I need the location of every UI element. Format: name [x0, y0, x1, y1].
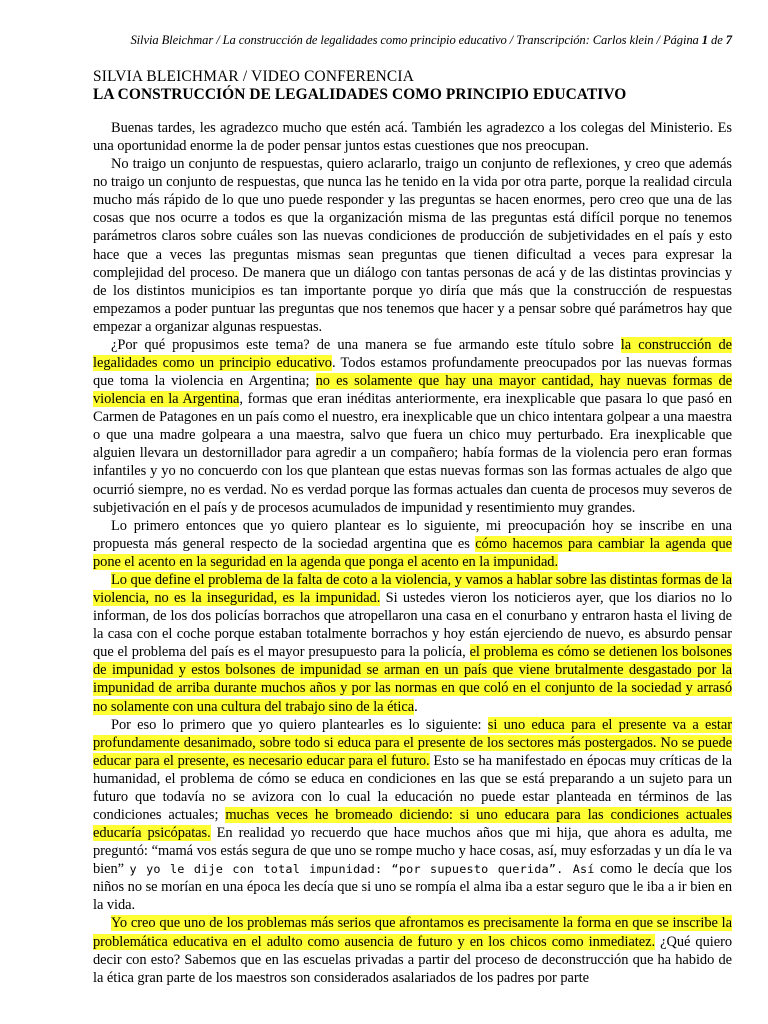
paragraph-text: Por eso lo primero que yo quiero plantearles es lo siguiente: — [111, 716, 488, 733]
paragraph-text: ¿Por qué propusimos este tema? de una manera se fue armando este título sobre — [111, 336, 621, 353]
paragraph-text: . — [414, 698, 418, 715]
header-text: Silvia Bleichmar / La construcción de legalidades como principio educativo / Transcripción: Carlos klein / Página — [130, 33, 702, 47]
document-body — [93, 119, 732, 987]
highlighted-text: cómo hacemos para cambiar la agenda que pone el acento en la seguridad en la agenda que ponga el acento en la impunidad. — [93, 535, 732, 570]
paragraph-text: como le decía que los niños no se morían en una época les decía que si uno se rompía el alma iba a estar seguro que le iba a ir bien en la vida. — [93, 861, 733, 914]
paragraph-6 — [93, 716, 732, 915]
paragraph-text: Esto se ha manifestado en épocas muy críticas de la humanidad, el problema de cómo se educa en condiciones en las que se está preparando a un sujeto para un futuro que todavía no se avizora con lo cual la educación no puede estar planteada en términos de las condiciones actuales; — [93, 752, 732, 823]
running-header — [40, 33, 732, 48]
highlighted-text: si uno educa para el presente va a estar profundamente desanimado, sobre todo si educa para el presente de los sectores más postergados. No se puede educar para el presente, es necesario educar para el futuro. — [93, 716, 732, 769]
highlighted-text: muchas veces he bromeado diciendo: si uno educara para las condiciones actuales educaría psicópatas. — [93, 806, 732, 842]
paragraph-text: ¿Qué quiero decir con esto? Sabemos que en las escuelas privadas a partir del proceso de deconstrucción que ha habido de la ética gran parte de los maestros son considerados asalariados de los padres por parte — [93, 933, 732, 986]
paragraph-text: No traigo un conjunto de respuestas, quiero aclararlo, traigo un conjunto de reflexiones, y creo que además no traigo un conjunto de respuestas, que nunca las he tenido en la vida por otra parte, porque la realidad circula mucho más rápido de lo que uno puede responder y las preguntas se hacen enormes, pero creo que una de las cosas que nos ocurre a todos es que la organización misma de las preguntas está difícil porque no tenemos parámetros claros sobre cuáles son las nuevas condiciones de producción de subjetividades en el país y esto hace que a veces las preguntas mismas sean preguntas que tienen dificultad a veces para expresar la complejidad del proceso. De manera que un diálogo con tantas personas de acá y de las distintas provincias y de los distintos municipios es tan importante porque yo diría que más que la construcción de respuestas empezamos a poder puntuar las preguntas que nos tenemos que hacer y a pensar sobre qué parámetros hay que empezar a organizar algunas respuestas. — [93, 156, 732, 335]
document-author-line: SILVIA BLEICHMAR / VIDEO CONFERENCIA — [93, 68, 415, 85]
paragraph-5 — [93, 571, 732, 716]
paragraph-3 — [93, 336, 732, 517]
header-page-total: 7 — [725, 33, 732, 47]
paragraph-text: Buenas tardes, les agradezco mucho que estén acá. También les agradezco a los colegas del Ministerio. Es una oportunidad enorme la de poder pensar juntos estas cuestiones que nos preocupan. — [93, 120, 732, 155]
header-page-current: 1 — [701, 33, 708, 47]
paragraph-7 — [93, 914, 732, 986]
highlighted-text: no es solamente que hay una mayor cantidad, hay nuevas formas de violencia en la Argentina — [93, 373, 732, 408]
paragraph-text: En realidad yo recuerdo que hace muchos años que mi hija, que ahora es adulta, me preguntó: “mamá vos estás segura de que uno se rompe mucho y hace cosas, así, muy esforzadas y un día le va bien” — [93, 825, 732, 878]
paragraph-text: . Todos estamos profundamente preocupados por las nuevas formas que toma la violencia en Argentina; — [93, 355, 732, 390]
paragraph-4 — [93, 517, 732, 571]
highlighted-text: Yo creo que uno de los problemas más serios que afrontamos es precisamente la forma en que se inscribe la problemática educativa en el adulto como ausencia de futuro y en los chicos como inmediatez. — [93, 915, 732, 950]
paragraph-1 — [93, 119, 732, 155]
header-page-separator: de — [708, 33, 726, 47]
paragraph-text: , formas que eran inéditas anteriormente, era inexplicable que pasara lo que pasó en Carmen de Patagones en un país como el nuestro, era inexplicable que un chico intentara golpear a una maestra o que una madre golpeara a una maestra, salvo que fuera un chico muy perturbado. Era inexplicable que alguien llevara un destornillador para agredir a un compañero; había formas de la violencia pero eran formas infantiles y yo no concuerdo con los que plantean que estas nuevas formas son las formas actuales de algo que ocurrió siempre, no es verdad. No es verdad porque las formas actuales dan cuenta de procesos muy severos de subjetivación en el país y de procesos acumulados de impunidad y resentimiento muy grandes. — [93, 391, 732, 516]
paragraph-2 — [93, 155, 732, 336]
highlighted-text: la construcción de legalidades como un principio educativo — [93, 336, 732, 372]
paragraph-text: Lo primero entonces que yo quiero plantear es lo siguiente, mi preocupación hoy se inscribe en una propuesta más general respecto de la sociedad argentina que es — [93, 517, 732, 552]
typewriter-text: y yo le dije con total impunidad: “por supuesto querida”. Así — [129, 862, 595, 877]
paragraph-text: Si ustedes vieron los noticieros ayer, que los diarios no lo informan, de los dos policías borrachos que atropellaron una casa en el conurbano y entraron hasta el living de la casa con el coche porque estaban totalmente borrachos y hoy están ejerciendo de nuevo, es absurdo pensar que el problema del país es el mayor presupuesto para la policía, — [93, 590, 732, 661]
highlighted-text: Lo que define el problema de la falta de coto a la violencia, y vamos a hablar sobre las distintas formas de la violencia, no es la inseguridad, es la impunidad. — [93, 571, 732, 607]
document-title: LA CONSTRUCCIÓN DE LEGALIDADES COMO PRINCIPIO EDUCATIVO — [93, 86, 627, 103]
highlighted-text: el problema es cómo se detienen los bolsones de impunidad y estos bolsones de impunidad se arman en un país que viene brutalmente desgastado por la impunidad de arriba durante muchos años y por las normas en que coló en el conjunto de la sociedad y arrasó no solamente con una cultura del trabajo sino de la ética — [93, 644, 732, 715]
